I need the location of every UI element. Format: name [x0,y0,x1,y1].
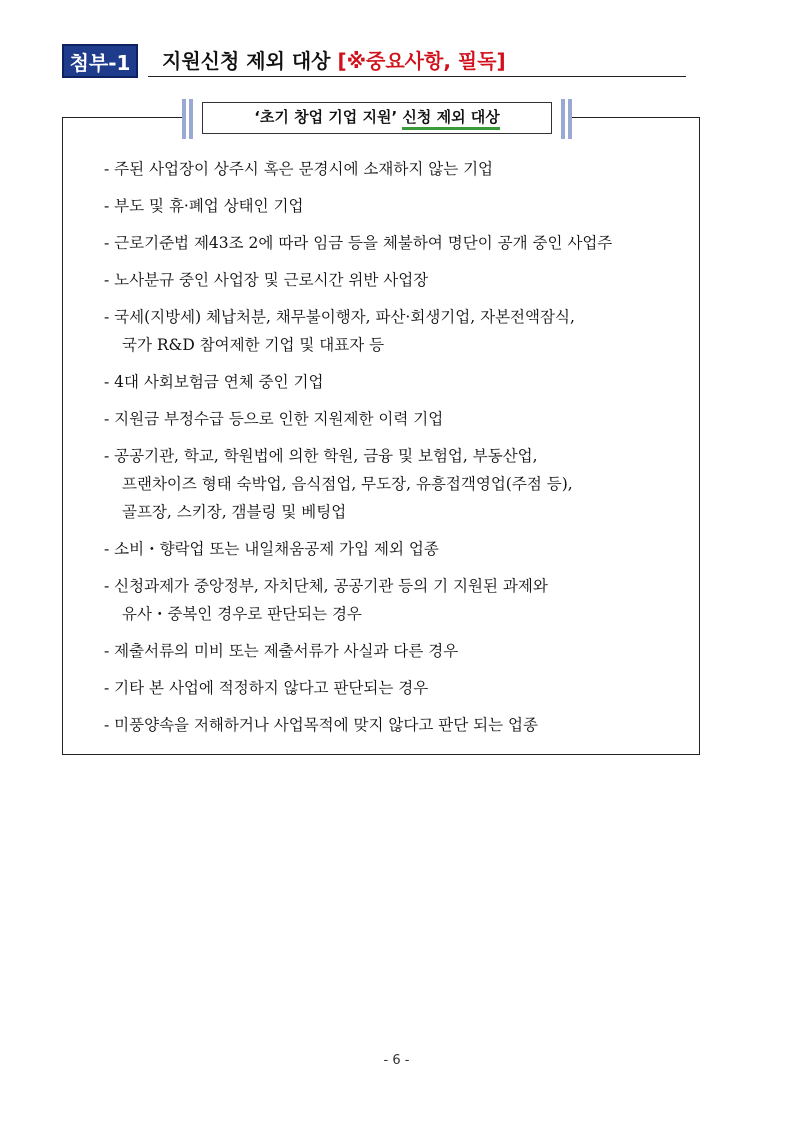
list-item-continuation: 프랜차이즈 형태 숙박업, 음식점업, 무도장, 유흥접객영업(주점 등), [122,475,573,493]
title-left-bar-inner [189,99,193,139]
list-item [104,711,700,739]
list-item [104,303,700,359]
list-item [104,368,700,396]
title-right-bar-inner [561,99,565,139]
list-item-text: - 노사분규 중인 사업장 및 근로시간 위반 사업장 [104,271,429,289]
list-item [104,637,700,665]
list-item [104,535,700,563]
box-title [202,102,552,134]
list-item-text: - 미풍양속을 저해하거나 사업목적에 맞지 않다고 판단 되는 업종 [104,716,538,734]
page-title-emphasis: [※중요사항, 필독] [337,49,506,73]
list-item-text: - 근로기준법 제43조 2에 따라 임금 등을 체불하여 명단이 공개 중인 사업주 [104,234,613,252]
title-left-bar [182,99,186,139]
list-item-text: - 공공기관, 학교, 학원법에 의한 학원, 금융 및 보험업, 부동산업, [104,447,538,465]
title-underline-rule [148,76,686,77]
list-item-text: - 국세(지방세) 체납처분, 채무불이행자, 파산·회생기업, 자본전액잠식, [104,308,575,326]
list-item [104,229,700,257]
list-item-text: - 제출서류의 미비 또는 제출서류가 사실과 다른 경우 [104,642,459,660]
list-item-text: - 기타 본 사업에 적정하지 않다고 판단되는 경우 [104,679,429,697]
list-item [104,155,700,183]
list-item [104,572,700,628]
list-item [104,674,700,702]
box-title-underlined: 신청 제외 대상 [402,108,499,130]
box-title-quoted: ‘초기 창업 기업 지원’ [254,108,398,126]
list-item-continuation: 국가 R&D 참여제한 기업 및 대표자 등 [122,336,385,354]
page-number: - 6 - [383,1053,410,1068]
attachment-badge: 첨부-1 [62,44,138,78]
list-item-continuation: 유사・중복인 경우로 판단되는 경우 [122,605,362,623]
list-item-text: - 4대 사회보험금 연체 중인 기업 [104,373,324,391]
list-item [104,405,700,433]
exclusion-items [104,155,700,748]
list-item [104,442,700,526]
list-item-text: - 소비・향락업 또는 내일채움공제 가입 제외 업종 [104,540,439,558]
list-item-text: - 신청과제가 중앙정부, 자치단체, 공공기관 등의 기 지원된 과제와 [104,577,548,595]
list-item-continuation: 골프장, 스키장, 갬블링 및 베팅업 [122,503,347,521]
list-item [104,192,700,220]
list-item [104,266,700,294]
page-title-main: 지원신청 제외 대상 [162,49,338,73]
page-title [162,46,506,76]
list-item-text: - 지원금 부정수급 등으로 인한 지원제한 이력 기업 [104,410,444,428]
list-item-text: - 주된 사업장이 상주시 혹은 문경시에 소재하지 않는 기업 [104,160,494,178]
box-title-frame [182,99,572,139]
title-right-bar [568,99,572,139]
list-item-text: - 부도 및 휴·폐업 상태인 기업 [104,197,304,215]
